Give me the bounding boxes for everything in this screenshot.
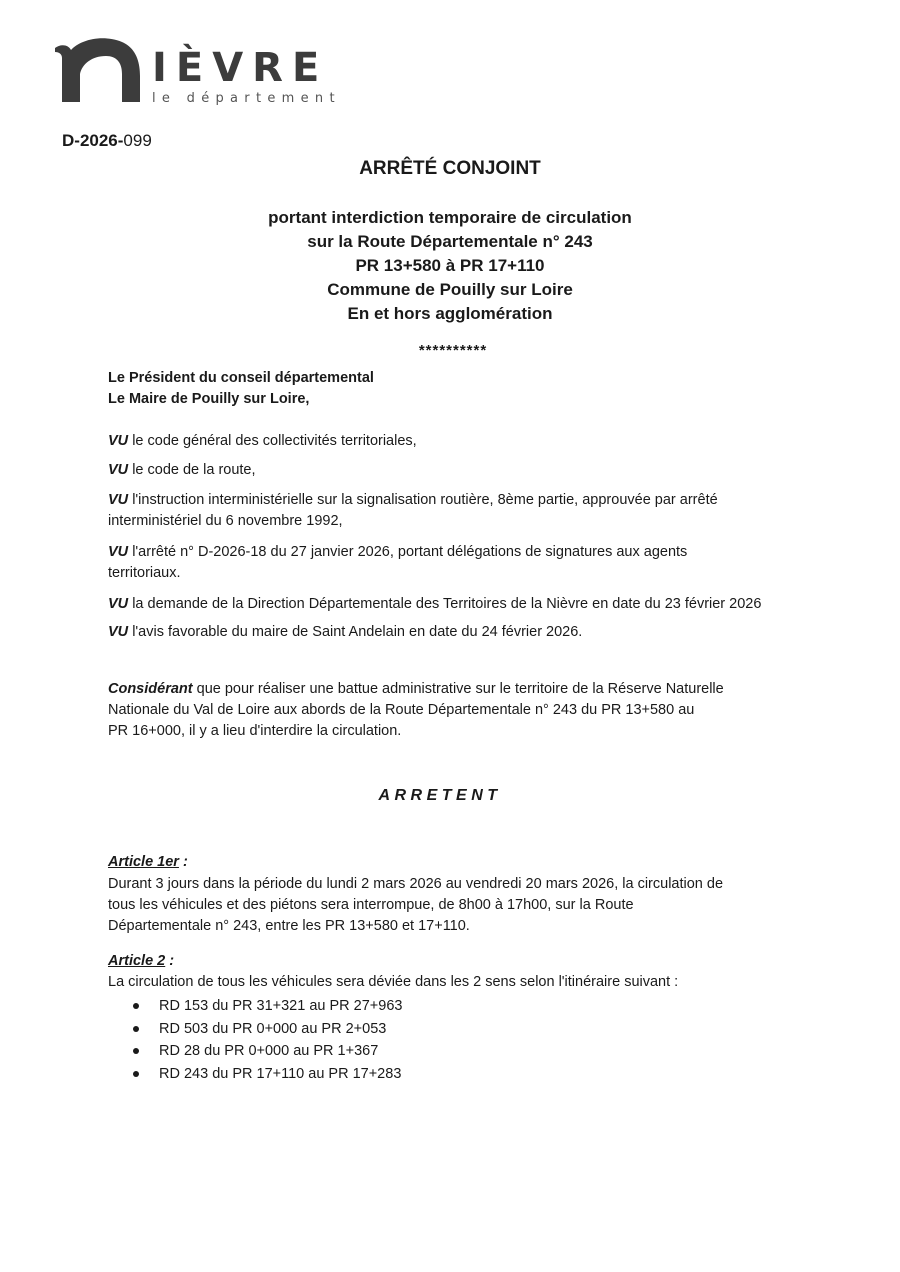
itinerary-item: RD 243 du PR 17+110 au PR 17+283 [108,1063,808,1086]
authorities [108,368,374,410]
article-1-body [108,874,786,937]
vu-text-continuation: interministériel du 6 novembre 1992, [108,513,343,529]
vu-keyword: VU [108,544,129,560]
document-title: ARRÊTÉ CONJOINT [359,158,541,179]
itinerary-item: RD 503 du PR 0+000 au PR 2+053 [108,1018,808,1041]
authority-mayor: Le Maire de Pouilly sur Loire, [108,391,310,407]
vu-text: le code de la route, [132,462,256,478]
itinerary-item: RD 153 du PR 31+321 au PR 27+963 [108,995,808,1018]
vu-text: l'arrêté n° D-2026-18 du 27 janvier 2026, portant délégations de signatures aux agents [132,544,688,560]
vu-item [108,431,816,452]
logo-wordmark: IÈVRE [152,45,329,91]
separator-stars: ********** [418,342,488,359]
vu-item [108,460,816,481]
subtitle-line: En et hors agglomération [347,304,553,323]
reference-prefix: D-2026- [62,131,124,150]
bullet-icon [133,1071,139,1077]
vu-item [108,542,816,584]
logo-n-mark [52,36,147,102]
vu-item [108,622,816,643]
nievre-logo [52,30,342,110]
vu-keyword: VU [108,624,129,640]
considerant-text: PR 16+000, il y a lieu d'interdire la circulation. [108,723,402,739]
article-2-intro: La circulation de tous les véhicules sera déviée dans les 2 sens selon l'itinéraire suivant : [108,974,679,990]
vu-keyword: VU [108,433,129,449]
arretent-heading: ARRETENT [378,787,502,804]
bullet-icon [133,1003,139,1009]
vu-text: l'instruction interministérielle sur la signalisation routière, 8ème partie, approuvée par arrêté [132,492,718,508]
vu-keyword: VU [108,492,129,508]
article-2-label: Article 2 [108,953,166,969]
article-2-body [108,972,808,1085]
logo-subtitle: le département [152,91,341,106]
considerant-keyword: Considérant [108,681,193,697]
reference-number: 099 [123,131,152,150]
article-1-line: tous les véhicules et des piétons sera interrompue, de 8h00 à 17h00, sur la Route [108,897,634,913]
bullet-icon [133,1048,139,1054]
vu-keyword: VU [108,596,129,612]
vu-text: la demande de la Direction Départementale des Territoires de la Nièvre en date du 23 février 2026 [132,596,762,612]
subtitle-line: PR 13+580 à PR 17+110 [355,256,545,275]
subtitle-line: portant interdiction temporaire de circulation [268,208,632,227]
subtitle-line: sur la Route Départementale n° 243 [307,232,593,251]
authority-president: Le Président du conseil départemental [108,370,374,386]
vu-item [108,490,816,532]
vu-item [108,594,816,615]
bullet-icon [133,1026,139,1032]
vu-text-continuation: territoriaux. [108,565,181,581]
article-1-line: Départementale n° 243, entre les PR 13+580 et 17+110. [108,918,470,934]
considerant-text: Nationale du Val de Loire aux abords de la Route Départementale n° 243 du PR 13+580 au [108,702,695,718]
article-1-title: Article 1er : [108,854,188,870]
subtitle-line: Commune de Pouilly sur Loire [327,280,573,299]
vu-text: le code général des collectivités territoriales, [132,433,417,449]
article-1-label: Article 1er [108,854,179,870]
article-2-title: Article 2 : [108,953,175,969]
document-subtitle [0,206,900,326]
vu-keyword: VU [108,462,129,478]
considerant-paragraph [108,679,792,742]
vu-text: l'avis favorable du maire de Saint Andelain en date du 24 février 2026. [132,624,583,640]
itinerary-list [108,995,808,1085]
considerant-text: que pour réaliser une battue administrative sur le territoire de la Réserve Naturelle [196,681,724,697]
itinerary-item: RD 28 du PR 0+000 au PR 1+367 [108,1040,808,1063]
article-1-line: Durant 3 jours dans la période du lundi 2 mars 2026 au vendredi 20 mars 2026, la circulation de [108,876,724,892]
document-reference [62,131,152,151]
